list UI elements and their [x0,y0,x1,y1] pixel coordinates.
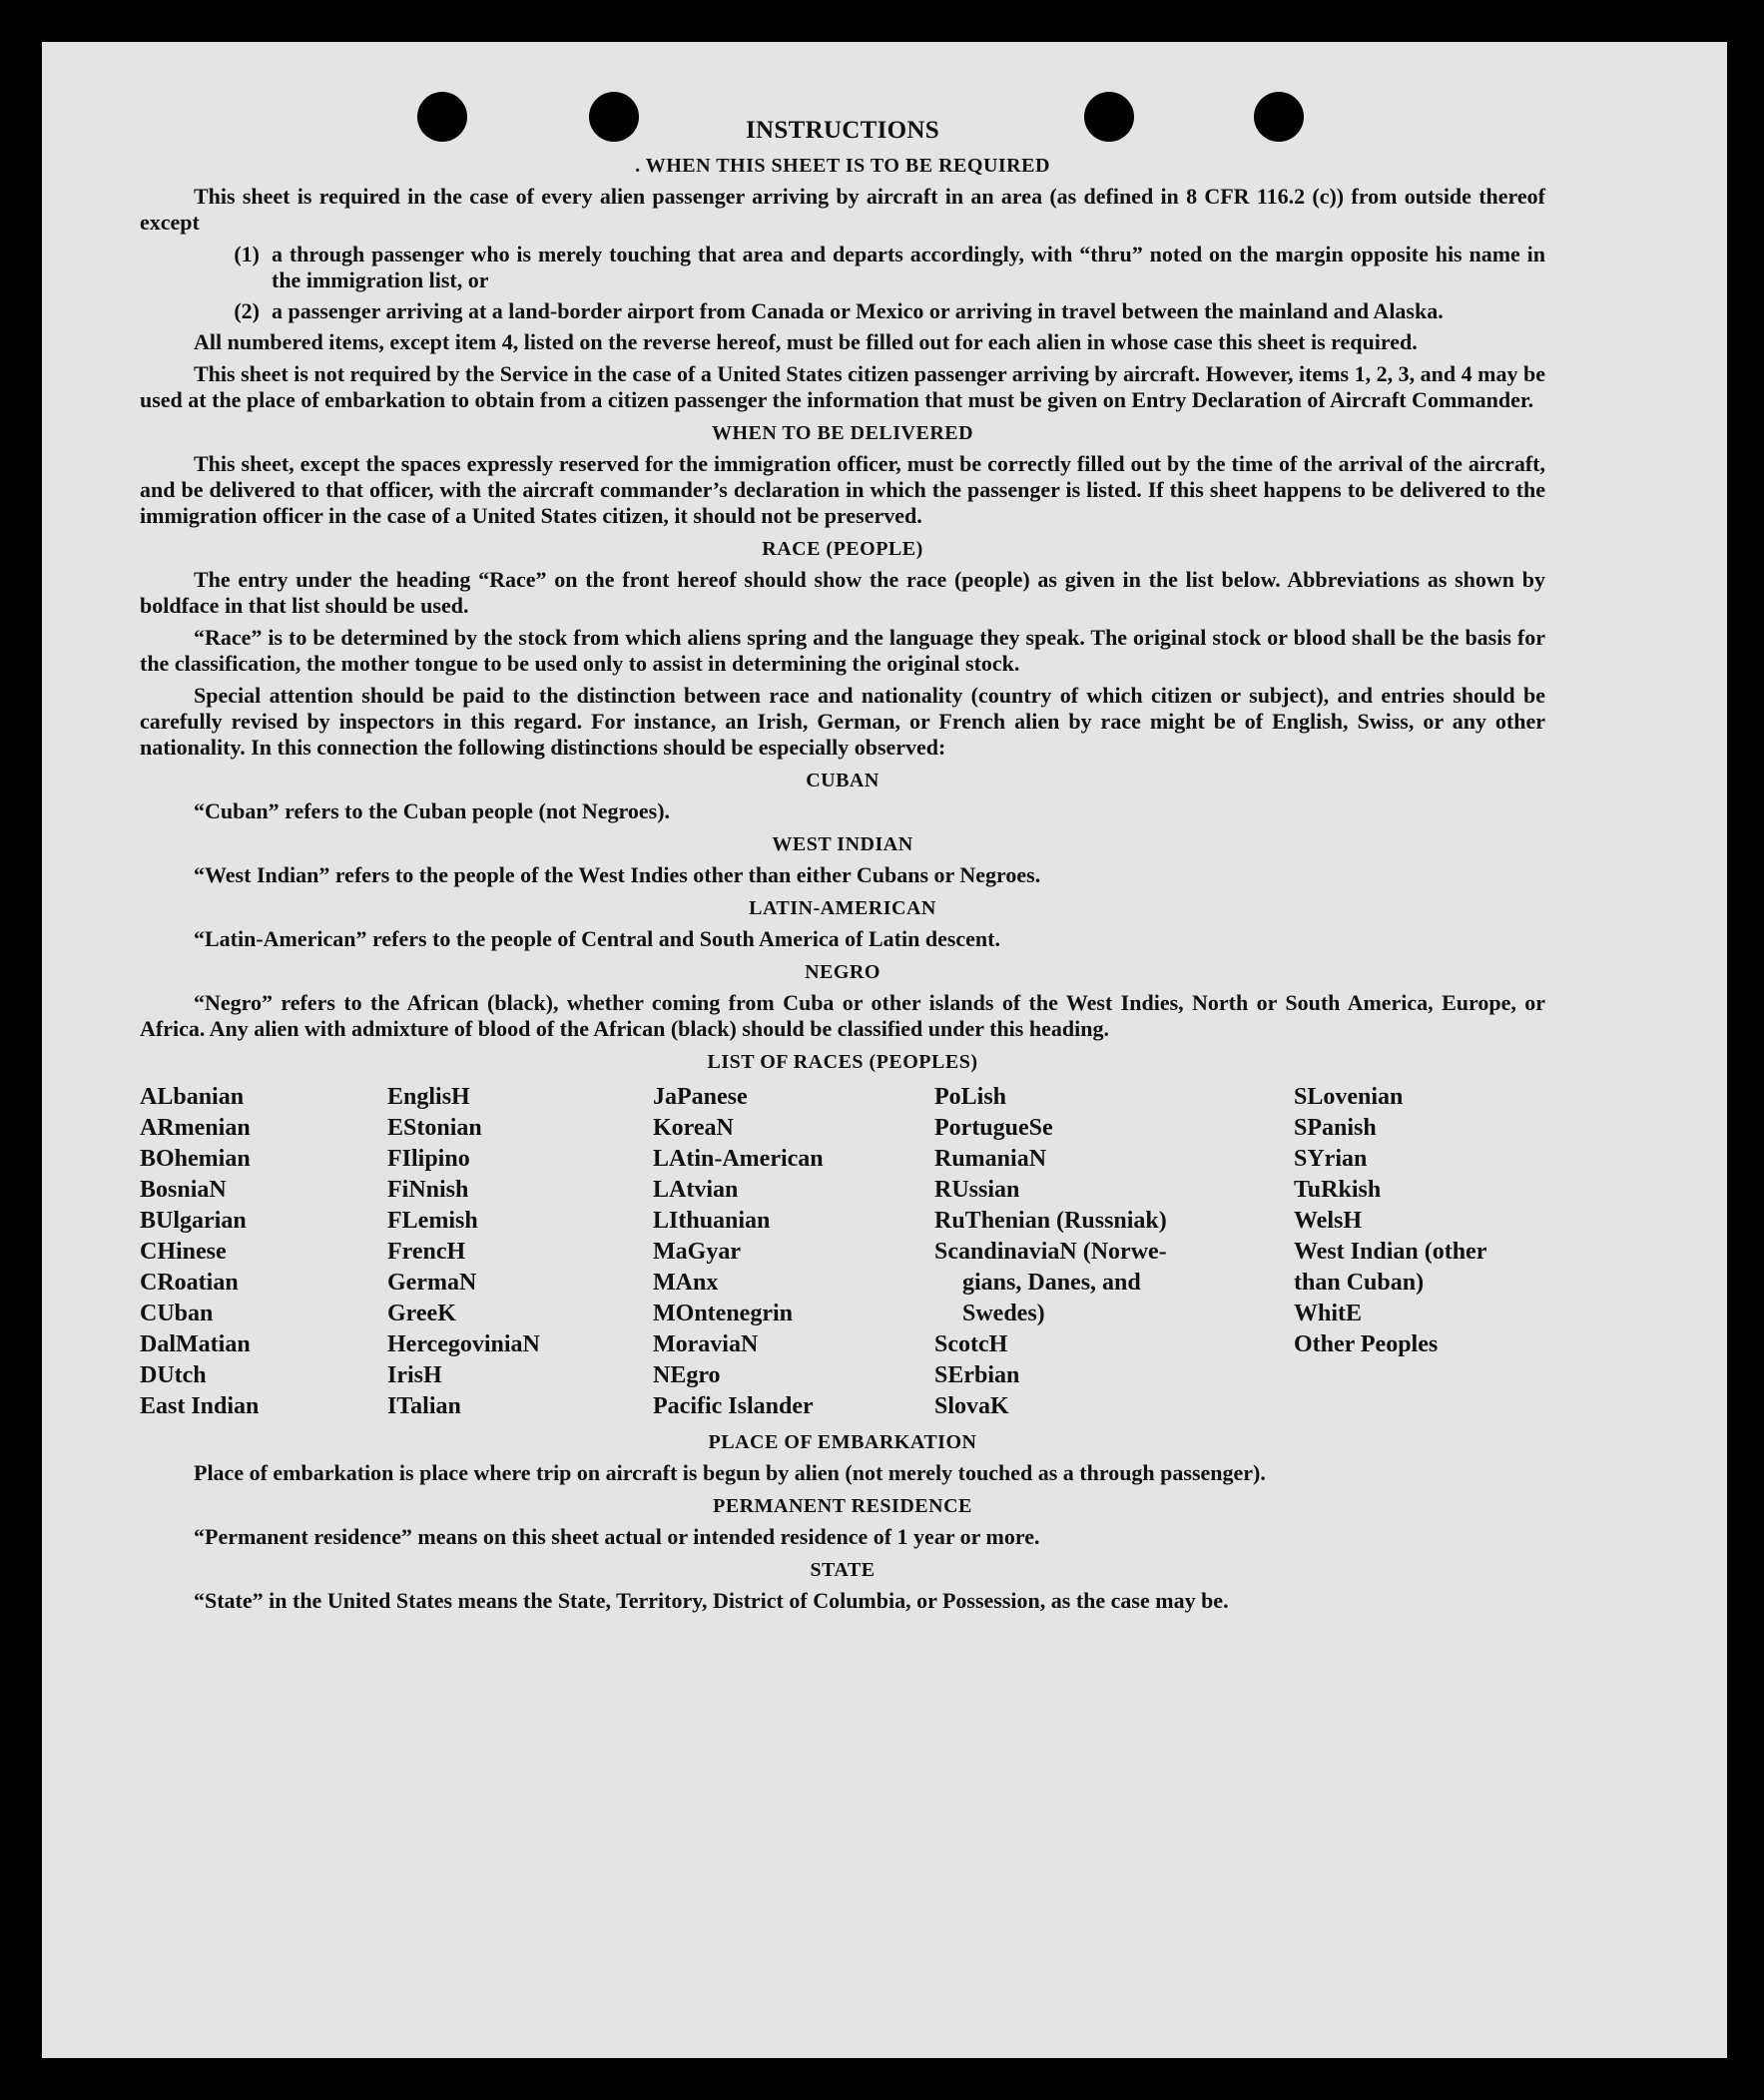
paragraph: This sheet is required in the case of every alien passenger arriving by aircraft in an area (as defined in 8 CFR 116.2 (c)) from outside thereof except [140,184,1545,235]
race-entry: FLemish [387,1208,478,1234]
race-entry: SYrian [1294,1146,1368,1172]
race-entry: KoreaN [653,1115,734,1141]
paragraph: “Negro” refers to the African (black), whether coming from Cuba or other islands of the West Indies, North or South America, Europe, or Africa. Any alien with admixture of blood of the African (black) should be classified under this heading. [140,990,1545,1041]
paragraph: Place of embarkation is place where trip on aircraft is begun by alien (not merely touched as a through passenger). [194,1460,1266,1485]
race-entry: gians, Danes, and [962,1270,1141,1296]
page-title: INSTRUCTIONS [746,117,939,144]
race-entry: CHinese [140,1239,227,1265]
races-column-3 [653,1082,934,1422]
race-entry: CRoatian [140,1270,239,1296]
race-entry: PortugueSe [934,1115,1053,1141]
race-entry: RumaniaN [934,1146,1047,1172]
paragraph: “State” in the United States means the State, Territory, District of Columbia, or Possession, as the case may be. [194,1588,1229,1613]
paragraph: “Permanent residence” means on this sheet actual or intended residence of 1 year or more. [194,1524,1040,1549]
race-entry: DUtch [140,1362,207,1388]
paragraph: The entry under the heading “Race” on the front hereof should show the race (people) as given in the list below. Abbreviations as shown by boldface in that list should be used. [140,567,1545,618]
races-column-4 [934,1082,1294,1422]
section-heading-cuban: CUBAN [806,770,880,791]
race-entry: MAnx [653,1270,719,1296]
race-entry: East Indian [140,1393,260,1419]
paragraph: “Latin-American” refers to the people of Central and South America of Latin descent. [194,926,1000,951]
races-column-2 [387,1082,653,1422]
section-heading-latin-american: LATIN-AMERICAN [749,897,936,919]
exception-text: a through passenger who is merely touching that area and departs accordingly, with “thru” noted on the margin opposite his name in the immigration list, or [272,242,1545,292]
race-entry: NEgro [653,1362,721,1388]
race-entry: ScandinaviaN (Norwe- [934,1239,1167,1265]
paragraph: “West Indian” refers to the people of the West Indies other than either Cubans or Negroes. [194,862,1041,887]
races-column-5 [1294,1082,1545,1422]
race-entry: FrencH [387,1239,466,1265]
race-entry: Other Peoples [1294,1331,1439,1357]
paragraph: “Cuban” refers to the Cuban people (not Negroes). [194,798,671,823]
race-entry: BUlgarian [140,1208,247,1234]
paragraph: This sheet, except the spaces expressly reserved for the immigration officer, must be correctly filled out by the time of the arrival of the aircraft, and be delivered to that officer, with the aircraft commander’s declaration in which the passenger is listed. If this sheet happens to be delivered to the immigration officer in the case of a United States citizen, it should not be preserved. [140,451,1545,528]
paragraph: This sheet is not required by the Service in the case of a United States citizen passenger arriving by aircraft. However, items 1, 2, 3, and 4 may be used at the place of embarkation to obtain from a citizen passenger the information that must be given on Entry Declaration of Aircraft Commander. [140,361,1545,412]
race-entry: ScotcH [934,1331,1008,1357]
paragraph: All numbered items, except item 4, listed on the reverse hereof, must be filled out for each alien in whose case this sheet is required. [194,329,1418,354]
document-sheet [42,42,1727,2058]
races-list [140,1082,1545,1422]
instructions-content [140,116,1545,1620]
section-heading-races-list: LIST OF RACES (PEOPLES) [707,1051,978,1073]
section-heading-state: STATE [810,1559,876,1581]
race-entry: CUban [140,1301,214,1326]
race-entry: ALbanian [140,1084,245,1110]
exception-number: (1) [234,242,260,266]
race-entry: MaGyar [653,1239,741,1265]
race-entry: TuRkish [1294,1177,1382,1203]
section-heading-west-indian: WEST INDIAN [772,833,913,855]
race-entry: JaPanese [653,1084,748,1110]
race-entry: WelsH [1294,1208,1363,1234]
exception-text: a passenger arriving at a land-border airport from Canada or Mexico or arriving in travel between the mainland and Alaska. [272,298,1444,323]
race-entry: SPanish [1294,1115,1377,1141]
race-entry: FiNnish [387,1177,469,1203]
section-heading-residence: PERMANENT RESIDENCE [713,1495,972,1517]
race-entry: LIthuanian [653,1208,771,1234]
paragraph: “Race” is to be determined by the stock from which aliens spring and the language they speak. The original stock or blood shall be the basis for the classification, the mother tongue to be used only to assist in determining the original stock. [140,625,1545,676]
race-entry: PoLish [934,1084,1007,1110]
race-entry: Pacific Islander [653,1393,814,1419]
paragraph: Special attention should be paid to the distinction between race and nationality (country of which citizen or subject), and entries should be carefully revised by inspectors in this regard. For instance, an Irish, German, or French alien by race might be of English, Swiss, or any other nationality. In this connection the following distinctions should be especially observed: [140,683,1545,760]
race-entry: MoraviaN [653,1331,759,1357]
race-entry: WhitE [1294,1301,1363,1326]
race-entry: West Indian (other [1294,1239,1487,1265]
race-entry: BOhemian [140,1146,251,1172]
race-entry: SErbian [934,1362,1020,1388]
races-column-1 [140,1082,387,1422]
race-entry: than Cuban) [1294,1270,1425,1296]
race-entry: FIlipino [387,1146,470,1172]
race-entry: RUssian [934,1177,1020,1203]
race-entry: ITalian [387,1393,461,1419]
exception-number: (2) [234,298,260,323]
race-entry: RuThenian (Russniak) [934,1208,1167,1234]
race-entry: EStonian [387,1115,482,1141]
race-entry: GermaN [387,1270,477,1296]
race-entry: MOntenegrin [653,1301,793,1326]
section-heading-required: . WHEN THIS SHEET IS TO BE REQUIRED [635,155,1050,177]
race-entry: LAtvian [653,1177,739,1203]
race-entry: EnglisH [387,1084,470,1110]
race-entry: HercegoviniaN [387,1331,540,1357]
race-entry: GreeK [387,1301,456,1326]
race-entry: DalMatian [140,1331,251,1357]
section-heading-negro: NEGRO [805,961,881,983]
race-entry: SlovaK [934,1393,1009,1419]
exception-item [140,242,1545,293]
race-entry: LAtin-American [653,1146,824,1172]
race-entry: Swedes) [962,1301,1045,1326]
race-entry: IrisH [387,1362,442,1388]
exception-item [140,298,1545,324]
race-entry: ARmenian [140,1115,251,1141]
race-entry: BosniaN [140,1177,227,1203]
section-heading-delivered: WHEN TO BE DELIVERED [711,422,974,444]
race-entry: SLovenian [1294,1084,1404,1110]
section-heading-embarkation: PLACE OF EMBARKATION [708,1431,977,1453]
section-heading-race: RACE (PEOPLE) [762,538,923,560]
